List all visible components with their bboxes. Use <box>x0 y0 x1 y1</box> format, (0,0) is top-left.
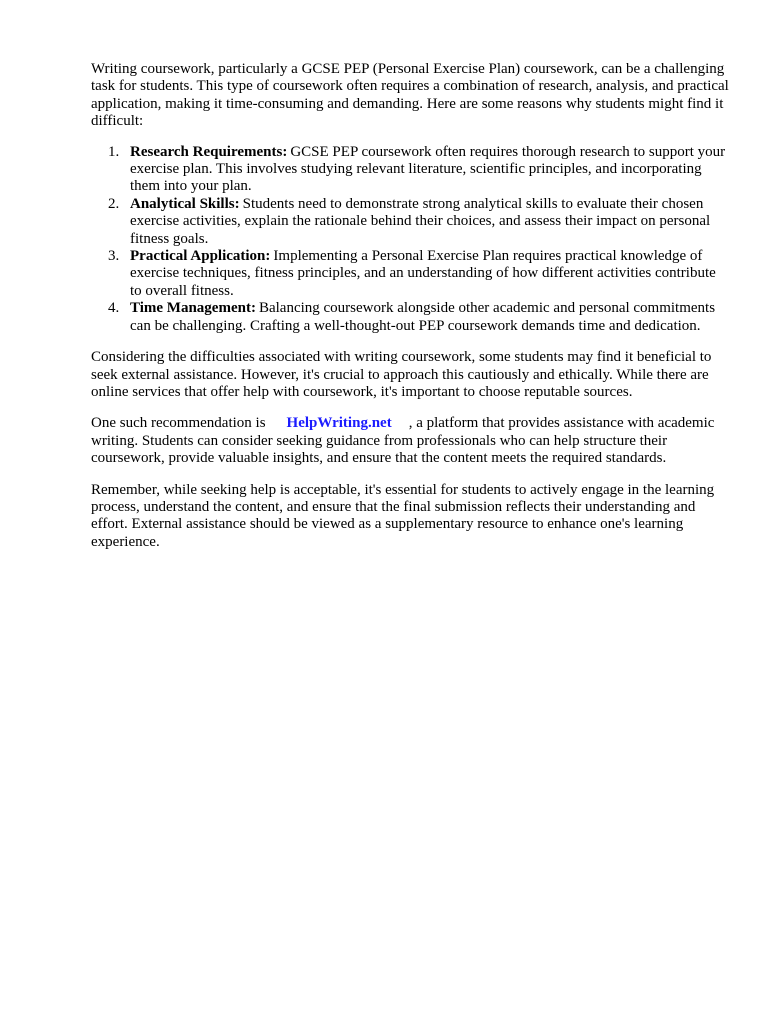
list-item-text: Students need to demonstrate strong analytical skills to evaluate their chosen exercise activities, explain the rationale behind their choices, and assess their impact on personal fitness goals. <box>130 195 711 247</box>
reasons-list <box>91 144 731 335</box>
list-item-text: GCSE PEP coursework often requires thorough research to support your exercise plan. This involves studying relevant literature, scientific principles, and incorporating them into your plan. <box>130 143 726 195</box>
helpwriting-link[interactable]: HelpWriting.net <box>286 415 392 432</box>
list-item-text: Balancing coursework alongside other academic and personal commitments can be challenging. Crafting a well-thought-out PEP coursework demands time and dedication. <box>130 300 716 334</box>
list-item <box>91 248 731 300</box>
list-item-number: 2. <box>108 195 120 212</box>
list-item-number: 1. <box>108 143 120 160</box>
intro-paragraph: Writing coursework, particularly a GCSE PEP (Personal Exercise Plan) coursework, can be a challenging task for students. This type of coursework often requires a combination of research, analysis, and practical application, making it time-consuming and demanding. Here are some reasons why students might find it difficult: <box>91 61 729 130</box>
list-item-term: Analytical Skills: <box>130 195 240 212</box>
closing-paragraph: Remember, while seeking help is acceptable, it's essential for students to actively engage in the learning process, understand the content, and ensure that the final submission reflects their understanding and effort. External assistance should be viewed as a supplementary resource to enhance one's learning experience. <box>91 481 715 550</box>
document-page <box>91 61 731 551</box>
recommendation-paragraph <box>91 415 731 467</box>
list-item-number: 3. <box>108 248 120 265</box>
recommendation-text: , a platform that provides assistance with academic writing. Students can consider seeking guidance from professionals who can help structure their coursework, provide valuable insights, and ensure that the content meets the required standards. <box>91 415 715 467</box>
recommendation-intro: One such recommendation is <box>91 415 266 432</box>
list-item-term: Practical Application: <box>130 248 271 265</box>
list-item <box>91 144 731 196</box>
list-item-term: Time Management: <box>130 300 256 317</box>
considering-paragraph: Considering the difficulties associated with writing coursework, some students may find it beneficial to seek external assistance. However, it's crucial to approach this cautiously and ethically. While there are online services that offer help with coursework, it's important to choose reputable sources. <box>91 349 712 400</box>
list-item <box>91 196 731 248</box>
list-item <box>91 300 731 335</box>
list-item-term: Research Requirements: <box>130 143 288 160</box>
list-item-number: 4. <box>108 300 120 317</box>
list-item-text: Implementing a Personal Exercise Plan requires practical knowledge of exercise techniques, fitness principles, and an understanding of how different activities contribute to overall fitness. <box>130 248 716 299</box>
